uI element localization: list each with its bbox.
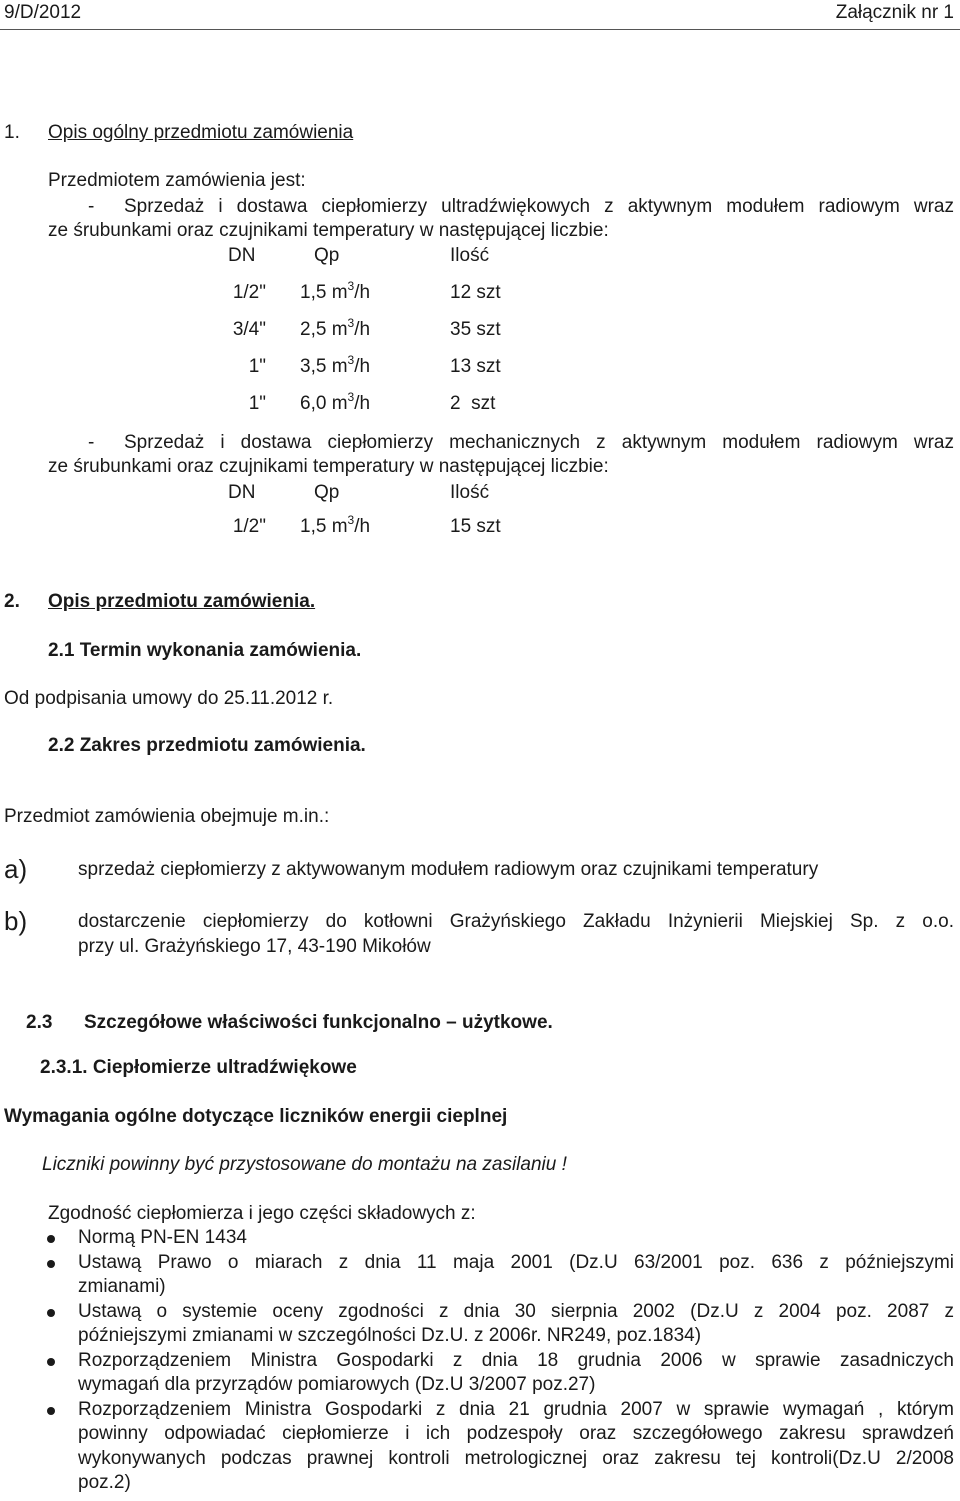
table1-qp-value: 3,5 m [300,356,348,377]
table1-qty: 2 szt [450,393,496,414]
table1-qp-exponent: 3 [347,390,355,404]
section1-intro: Przedmiotem zamówienia jest: [48,170,306,191]
compliance-item-line: poz.2) [78,1472,131,1493]
section21-title: 2.1 Termin wykonania zamówienia. [48,640,362,661]
table1-qty: 12 szt [450,282,501,303]
section23-number: 2.3 [26,1012,53,1033]
table2-qp-value: 1,5 m [300,516,348,537]
table1-dn: 3/4" [232,319,266,340]
compliance-item-line: powinny odpowiadać ciepłomierze i ich podzespoły oraz szczegółowego zakresu sprawdzeń [78,1423,954,1444]
item1-line1: Sprzedaż i dostawa ciepłomierzy ultradźwiękowych z aktywnym modułem radiowym wraz [124,196,954,217]
item-b-letter: b) [4,906,28,936]
section22-intro: Przedmiot zamówienia obejmuje m.in.: [4,806,330,827]
section231-title: 2.3.1. Ciepłomierze ultradźwiękowe [40,1057,357,1078]
table1-dn: 1/2" [232,282,266,303]
section1-title: Opis ogólny przedmiotu zamówienia [48,122,354,143]
table1-qp-value: 2,5 m [300,319,348,340]
item2-line1: Sprzedaż i dostawa ciepłomierzy mechanicznych z aktywnym modułem radiowym wraz [124,432,954,453]
bullet-icon [47,1407,55,1415]
compliance-item-line: wymagań dla przyrządów pomiarowych (Dz.U 3/2007 poz.27) [78,1374,596,1395]
table1-qp-value: 1,5 m [300,282,348,303]
compliance-item-line: zmianami) [78,1276,166,1297]
compliance-item-line: Rozporządzeniem Ministra Gospodarki z dnia 21 grudnia 2007 w sprawie wymagań , którym [78,1398,954,1420]
requirements-note: Liczniki powinny być przystosowane do montażu na zasilaniu ! [42,1154,567,1175]
header-divider [0,29,960,30]
table2-qty: 15 szt [450,516,501,537]
table1-qp-value: 6,0 m [300,393,348,414]
section2-number: 2. [4,591,20,612]
table2-header-dn: DN [228,482,256,503]
table1-qp-unit: /h [354,282,371,303]
item1-dash: - [88,196,95,217]
table1-qp [300,279,371,304]
table2-header-qp: Qp [314,482,340,503]
table1-qty: 13 szt [450,356,501,377]
table1-qp-unit: /h [354,356,371,377]
item-b-line2: przy ul. Grażyńskiego 17, 43-190 Mikołów [78,936,431,957]
table1-qp-exponent: 3 [347,279,355,293]
item-b-line1: dostarczenie ciepłomierzy do kotłowni Grażyńskiego Zakładu Inżynierii Miejskiej Sp. z o.o. [78,911,954,932]
item1-line2: ze śrubunkami oraz czujnikami temperatury w następującej liczbie: [48,220,609,241]
table2-qp [300,513,371,538]
bullet-icon [47,1358,55,1366]
table2-dn: 1/2" [232,516,266,537]
table1-header-qty: Ilość [450,245,490,266]
table1-qp [300,390,371,415]
table1-qp [300,353,371,378]
bullet-icon [47,1235,55,1243]
table1-header-qp: Qp [314,245,340,266]
table1-qp-exponent: 3 [347,353,355,367]
table1-header-dn: DN [228,245,256,266]
table1-dn: 1" [248,356,266,377]
item2-dash: - [88,432,95,453]
table1-qp-exponent: 3 [347,316,355,330]
table1-dn: 1" [248,393,266,414]
requirements-title: Wymagania ogólne dotyczące liczników energii cieplnej [4,1106,508,1127]
table1-qp-unit: /h [354,393,371,414]
table1-qty: 35 szt [450,319,501,340]
section2-title: Opis przedmiotu zamówienia. [48,591,316,612]
table1-qp-unit: /h [354,319,371,340]
compliance-item-line: Ustawą Prawo o miarach z dnia 11 maja 2001 (Dz.U 63/2001 poz. 636 z późniejszymi [78,1251,954,1273]
table2-qp-unit: /h [354,516,371,537]
compliance-item-line: Ustawą o systemie oceny zgodności z dnia 30 sierpnia 2002 (Dz.U z 2004 poz. 2087 z [78,1300,954,1322]
table2-header-qty: Ilość [450,482,490,503]
section23-title: Szczegółowe właściwości funkcjonalno – użytkowe. [84,1012,553,1033]
section1-number: 1. [4,122,20,143]
item-a-text: sprzedaż ciepłomierzy z aktywowanym modułem radiowym oraz czujnikami temperatury [78,859,819,880]
item-a-letter: a) [4,854,28,884]
table1-qp [300,316,371,341]
item2-line2: ze śrubunkami oraz czujnikami temperatury w następującej liczbie: [48,456,609,477]
compliance-item-line: Rozporządzeniem Ministra Gospodarki z dnia 18 grudnia 2006 w sprawie zasadniczych [78,1349,954,1371]
bullet-icon [47,1309,55,1317]
bullet-icon [47,1260,55,1268]
attachment-label: Załącznik nr 1 [835,2,954,23]
table2-qp-exponent: 3 [347,513,355,527]
compliance-item-line: Normą PN-EN 1434 [78,1227,247,1248]
section21-text: Od podpisania umowy do 25.11.2012 r. [4,688,334,709]
compliance-item-line: późniejszymi zmianami w szczególności Dz.U. z 2006r. NR249, poz.1834) [78,1325,702,1346]
compliance-item-line: wykonywanych podczas prawnej kontroli metrologicznej oraz zakresu tej kontroli(Dz.U 2/2008 [78,1447,954,1469]
section22-title: 2.2 Zakres przedmiotu zamówienia. [48,735,366,756]
compliance-intro: Zgodność ciepłomierza i jego części składowych z: [48,1203,476,1224]
doc-number: 9/D/2012 [4,2,82,23]
